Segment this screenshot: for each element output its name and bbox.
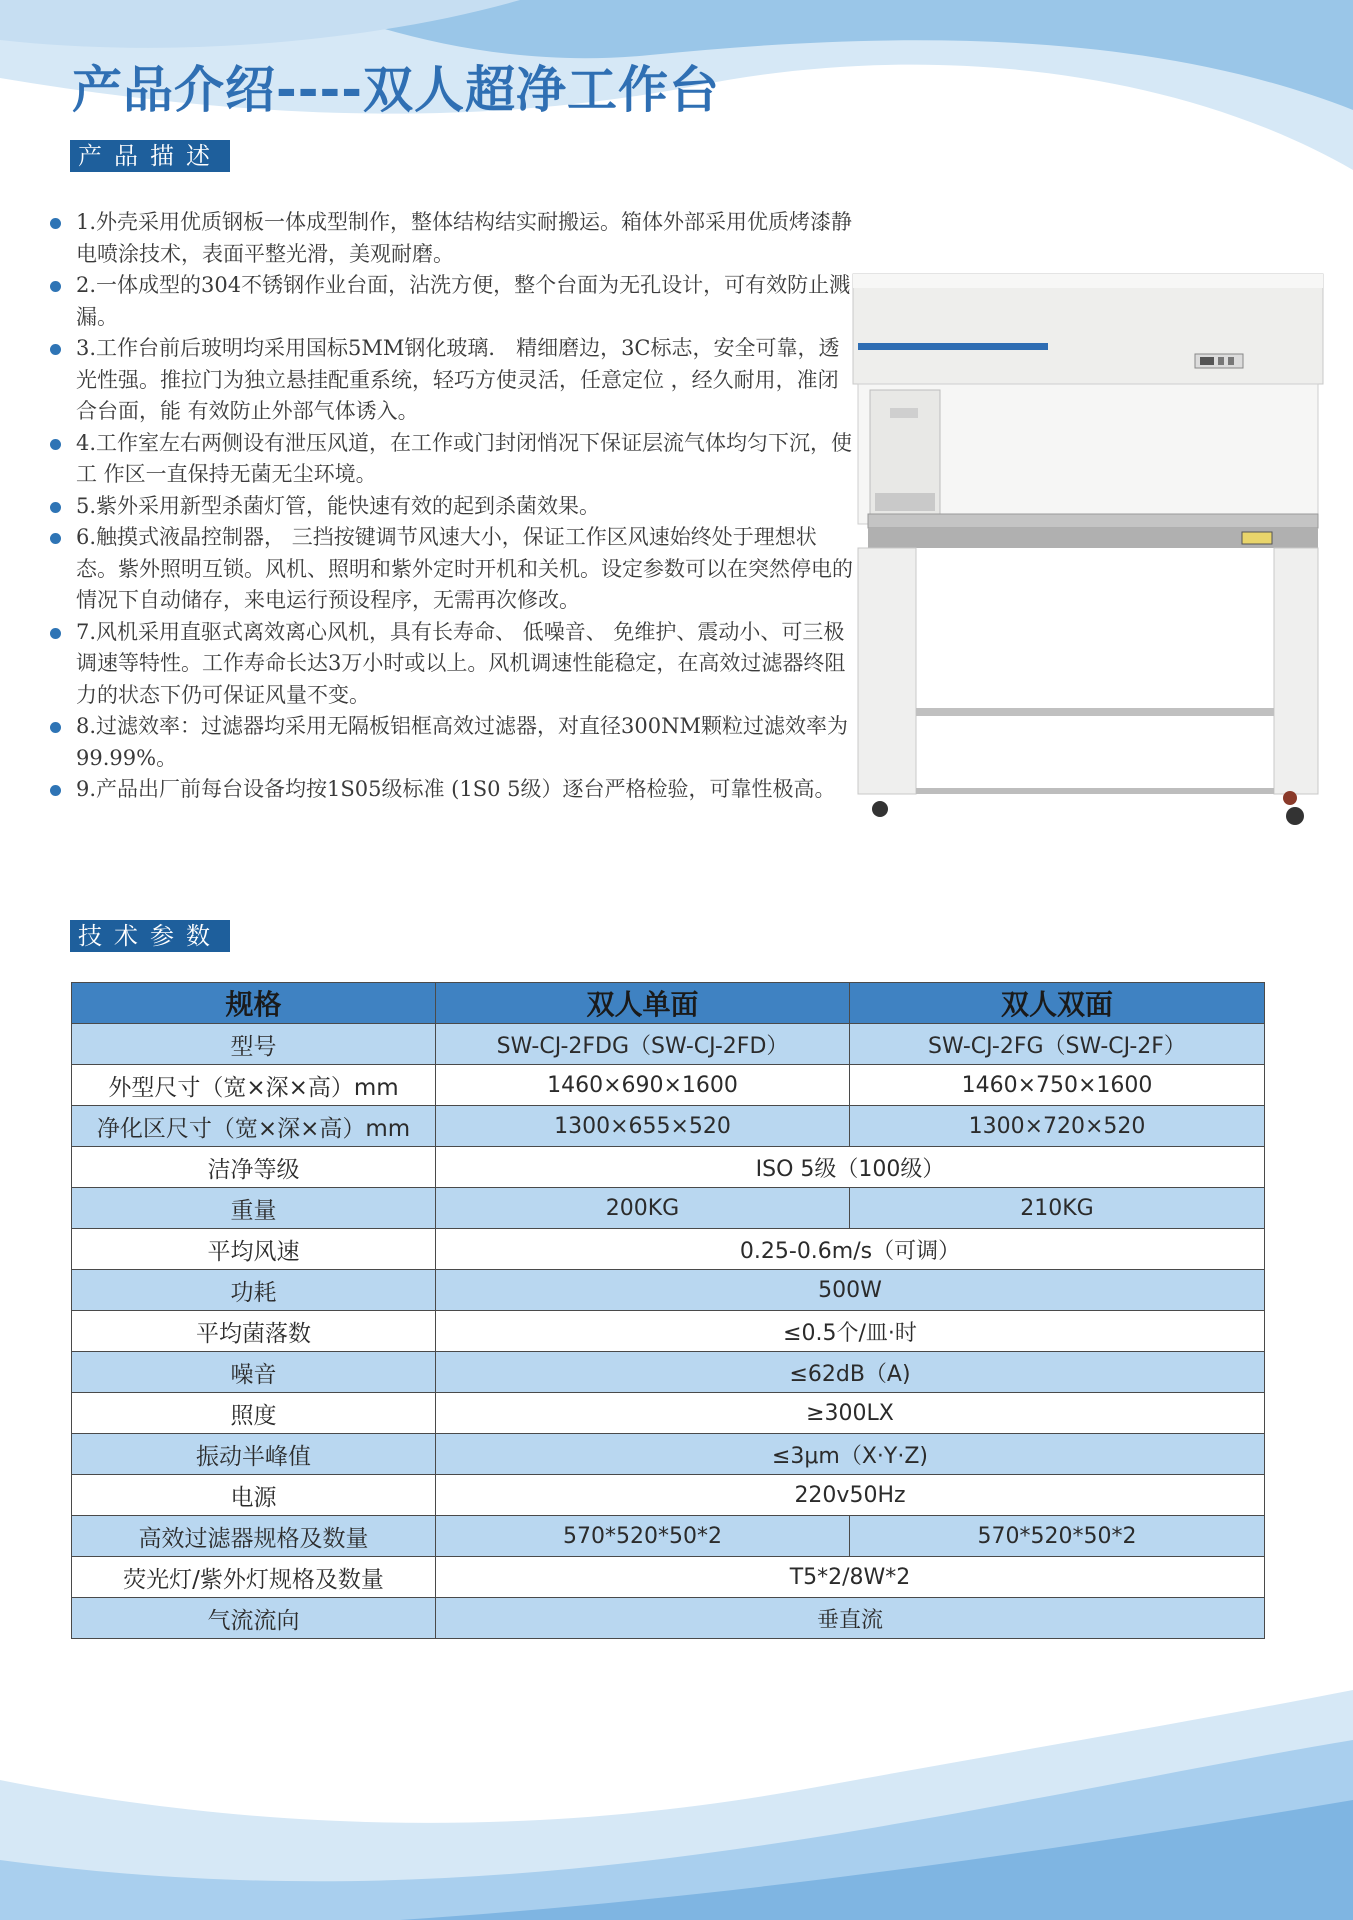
feature-item: [48, 617, 856, 712]
spec-row: [72, 1147, 1265, 1188]
bullet-icon: [50, 344, 61, 355]
bullet-icon: [50, 439, 61, 450]
spec-label: 噪音: [72, 1352, 436, 1393]
spec-value: T5*2/8W*2: [436, 1557, 1265, 1598]
spec-row: [72, 1516, 1265, 1557]
spec-row: [72, 1352, 1265, 1393]
spec-value: 0.25-0.6m/s（可调）: [436, 1229, 1265, 1270]
spec-value: 垂直流: [436, 1598, 1265, 1639]
feature-list: [48, 207, 856, 806]
spec-row: [72, 1270, 1265, 1311]
spec-label: 高效过滤器规格及数量: [72, 1516, 436, 1557]
spec-value: ≥300LX: [436, 1393, 1265, 1434]
spec-row: [72, 1475, 1265, 1516]
spec-label: 气流流向: [72, 1598, 436, 1639]
section-label-tech-params: 技术参数: [70, 920, 230, 952]
spec-row: [72, 1188, 1265, 1229]
spec-row: [72, 1024, 1265, 1065]
feature-text: 5.紫外采用新型杀菌灯管，能快速有效的起到杀菌效果。: [76, 493, 601, 518]
feature-text: 7.风机采用直驱式离效离心风机，具有长寿命、 低噪音、 免维护、震动小、可三极调速等特性。工作寿命长达3万小时或以上。风机调速性能稳定，在高效过滤器终阻力的状态下仍可保证风量不变。: [76, 619, 846, 707]
feature-item: [48, 207, 856, 270]
spec-label: 照度: [72, 1393, 436, 1434]
spec-label: 平均风速: [72, 1229, 436, 1270]
spec-value: 570*520*50*2: [436, 1516, 850, 1557]
feature-text: 2.一体成型的304不锈钢作业台面，沾洗方便，整个台面为无孔设计，可有效防止溅漏。: [76, 273, 851, 329]
feature-item: [48, 333, 856, 428]
spec-label: 外型尺寸（宽×深×高）mm: [72, 1065, 436, 1106]
spec-value: 570*520*50*2: [850, 1516, 1265, 1557]
spec-value: 1300×655×520: [436, 1106, 850, 1147]
spec-row: [72, 1598, 1265, 1639]
feature-item: [48, 270, 856, 333]
spec-row: [72, 1065, 1265, 1106]
bullet-icon: [50, 502, 61, 513]
feature-text: 3.工作台前后玻明均采用国标5MM钢化玻璃． 精细磨边，3C标志，安全可靠，透光性强。推拉门为独立悬挂配重系统，轻巧方使灵活，任意定位 ，经久耐用，准闭合台面，能 有效防止外部气体诱入。: [76, 336, 840, 423]
spec-value: ≤3μm（X·Y·Z): [436, 1434, 1265, 1475]
spec-label: 平均菌落数: [72, 1311, 436, 1352]
spec-label: 净化区尺寸（宽×深×高）mm: [72, 1106, 436, 1147]
spec-value: 220v50Hz: [436, 1475, 1265, 1516]
spec-row: [72, 1229, 1265, 1270]
spec-value: SW-CJ-2FG（SW-CJ-2F）: [850, 1024, 1265, 1065]
feature-item: [48, 711, 856, 774]
spec-label: 重量: [72, 1188, 436, 1229]
bullet-icon: [50, 281, 61, 292]
spec-label: 电源: [72, 1475, 436, 1516]
feature-item: [48, 428, 856, 491]
spec-header-cell: 双人双面: [850, 983, 1265, 1024]
feature-item: [48, 491, 856, 523]
feature-text: 9.产品出厂前每台设备均按1S05级标准 (1S0 5级）逐台严格检验，可靠性极高。: [76, 777, 836, 801]
section-label-description: 产品描述: [70, 140, 230, 172]
spec-value: ISO 5级（100级）: [436, 1147, 1265, 1188]
spec-row: [72, 1434, 1265, 1475]
spec-label: 型号: [72, 1024, 436, 1065]
spec-label: 洁净等级: [72, 1147, 436, 1188]
feature-item: [48, 774, 856, 806]
spec-value: SW-CJ-2FDG（SW-CJ-2FD）: [436, 1024, 850, 1065]
spec-value: 200KG: [436, 1188, 850, 1229]
feature-item: [48, 522, 856, 617]
feature-text: 8.过滤效率：过滤器均采用无隔板铝框高效过滤器，对直径300NM颗粒过滤效率为99.99%。: [76, 714, 848, 770]
bullet-icon: [50, 628, 61, 639]
spec-row: [72, 1311, 1265, 1352]
spec-label: 荧光灯/紫外灯规格及数量: [72, 1557, 436, 1598]
spec-label: 功耗: [72, 1270, 436, 1311]
spec-header-cell: 双人单面: [436, 983, 850, 1024]
spec-value: 210KG: [850, 1188, 1265, 1229]
spec-header-row: [72, 983, 1265, 1024]
spec-table: [71, 982, 1265, 1639]
bullet-icon: [50, 785, 61, 796]
spec-row: [72, 1393, 1265, 1434]
feature-text: 6.触摸式液晶控制器， 三挡按键调节风速大小，保证工作区风速始终处于理想状态。紫外照明互锁。风机、照明和紫外定时开机和关机。设定参数可以在突然停电的情况下自动储存，来电运行预设程序，无需再次修改。: [76, 525, 853, 612]
page-title: 产品介绍----双人超净工作台: [72, 61, 721, 119]
spec-row: [72, 1557, 1265, 1598]
feature-text: 1.外壳采用优质钢板一体成型制作，整体结构结实耐搬运。箱体外部采用优质烤漆静电喷涂技术，表面平整光滑，美观耐磨。: [76, 210, 853, 266]
spec-value: 1460×750×1600: [850, 1065, 1265, 1106]
spec-value: ≤0.5个/皿·时: [436, 1311, 1265, 1352]
bullet-icon: [50, 533, 61, 544]
spec-value: 1300×720×520: [850, 1106, 1265, 1147]
feature-text: 4.工作室左右两侧设有泄压风道，在工作或门封闭悄况下保证层流气体均匀下沉，使工 作区一直保持无菌无尘环境。: [76, 430, 853, 486]
bullet-icon: [50, 218, 61, 229]
bullet-icon: [50, 722, 61, 733]
spec-header-cell: 规格: [72, 983, 436, 1024]
clean-bench-illustration: [850, 268, 1328, 828]
spec-label: 振动半峰值: [72, 1434, 436, 1475]
spec-value: 500W: [436, 1270, 1265, 1311]
spec-value: ≤62dB（A): [436, 1352, 1265, 1393]
spec-row: [72, 1106, 1265, 1147]
spec-value: 1460×690×1600: [436, 1065, 850, 1106]
